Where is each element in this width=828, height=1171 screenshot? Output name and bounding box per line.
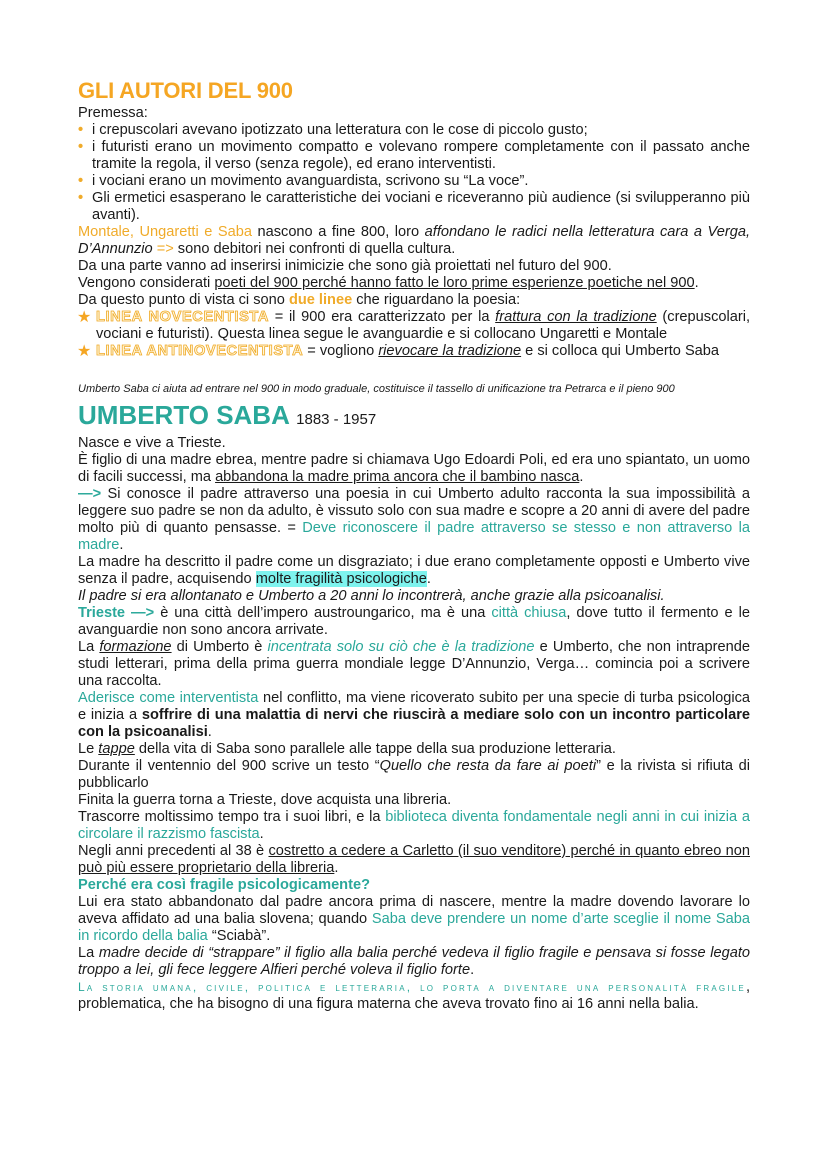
para-interventista: Aderisce come interventista nel conflitto, ma viene ricoverato subito per una specie di turba psicologica e inizia a soffrire di una malattia di nervi che riuscirà a mediare solo con un incontro particolare con la psicoanalisi.	[78, 690, 751, 740]
saba-years: 1883 - 1957	[296, 411, 377, 428]
para-personalita: La storia umana, civile, politica e letteraria, lo porta a diventare una personalità fragile, problematica, che ha bisogno di una figura materna che aveva trovato fino ai 16 anni nella balia.	[78, 979, 750, 1012]
para-carletto: Negli anni precedenti al 38 è costretto a cedere a Carletto (il suo venditore) perché in quanto ebreo non può più essere proprietario della libreria.	[78, 843, 750, 876]
para-ventennio: Durante il ventennio del 900 scrive un testo “Quello che resta da fare ai poeti” e la rivista si rifiuta di pubblicarlo	[78, 758, 751, 791]
para-trieste-nascita: Nasce e vive a Trieste.	[78, 435, 226, 451]
star-icon: ★	[77, 309, 92, 326]
premessa-bullets	[78, 122, 750, 224]
para-alfieri: La madre decide di “strappare” il figlio alla balia perché vedeva il figlio fragile e pensava si fosse legato troppo a lei, gli fece leggere Alfieri perché voleva il figlio forte.	[78, 945, 751, 978]
para-famiglia: È figlio di una madre ebrea, mentre padre si chiamava Ugo Edoardi Poli, ed era uno spiantato, un uomo di facili successi, ma abbandona la madre prima ancora che il bambino nasca.	[78, 452, 750, 485]
bullet-item: • Gli ermetici esasperano le caratteristiche dei vociani e riceveranno più audience (si svilupperanno più avanti).	[78, 190, 750, 223]
para-tappe: Le tappe della vita di Saba sono parallele alle tappe della sua produzione letteraria.	[78, 741, 616, 757]
para-trieste-citta: Trieste —> è una città dell’impero austroungarico, ma è una città chiusa, dove tutto il fermento e le avanguardie non sono ancora arrivate.	[78, 605, 751, 638]
authors-paragraph: Montale, Ungaretti e Saba nascono a fine 800, loro affondano le radici nella letteratura cara a Verga, D’Annunzio => sono debitori nei confronti di quella cultura.	[78, 224, 750, 257]
para-padre-poesia: —> Si conosce il padre attraverso una poesia in cui Umberto adulto racconta la sua impossibilità a leggere suo padre se non da adulto, è vissuto solo con sua madre e scopre a 20 anni di avere del padre molto più di quanto pensasse. = Deve riconoscere il padre attraverso se stesso e non attraverso la madre.	[78, 486, 750, 553]
bullet-item: • i crepuscolari avevano ipotizzato una letteratura con le cose di piccolo gusto;	[78, 122, 588, 138]
inimicizie-line: Da una parte vanno ad inserirsi inimicizie che sono già proiettati nel futuro del 900.	[78, 258, 612, 274]
due-linee-line: Da questo punto di vista ci sono due linee che riguardano la poesia:	[78, 292, 521, 308]
bullet-item: • i futuristi erano un movimento compatto e volevano rompere completamente con il passato anche tramite la regola, il verso (senza regole), ed erano interventisti.	[78, 139, 750, 172]
considerati-line: Vengono considerati poeti del 900 perché hanno fatto le loro prime esperienze poetiche nel 900.	[78, 275, 699, 291]
para-biblioteca: Trascorre moltissimo tempo tra i suoi libri, e la biblioteca diventa fondamentale negli anni in cui inizia a circolare il razzismo fascista.	[78, 809, 750, 842]
bullet-icon: •	[78, 122, 84, 138]
para-formazione: La formazione di Umberto è incentrata solo su ciò che è la tradizione e Umberto, che non intraprende studi letterari, prima della prima guerra mondiale legge D’Annunzio, Verga… comincia poi a scrivere una raccolta.	[78, 639, 750, 689]
para-psicoanalisi: Il padre si era allontanato e Umberto a 20 anni lo incontrerà, anche grazie alla psicoanalisi.	[78, 588, 665, 604]
para-libreria: Finita la guerra torna a Trieste, dove acquista una libreria.	[78, 792, 452, 808]
bullet-icon: •	[78, 190, 84, 206]
linea-novecentista: ★ LINEA NOVECENTISTA = il 900 era caratterizzato per la frattura con la tradizione (crepuscolari, vociani e futuristi). Questa linea segue le avanguardie e si collocano Ungaretti e Montale	[77, 309, 751, 342]
para-madre: La madre ha descritto il padre come un disgraziato; i due erano completamente opposti e Umberto vive senza il padre, acquisendo molte fragilità psicologiche.	[78, 554, 750, 587]
bullet-icon: •	[78, 139, 84, 155]
linea-antinovecentista: ★ LINEA ANTINOVECENTISTA = vogliono rievocare la tradizione e si colloca qui Umberto Saba	[77, 343, 720, 360]
saba-note: Umberto Saba ci aiuta ad entrare nel 900 in modo graduale, costituisce il tassello di unificazione tra Petrarca e il pieno 900	[78, 383, 675, 395]
section-title-autori: GLI AUTORI DEL 900	[78, 78, 293, 103]
bullet-item: • i vociani erano un movimento avanguardista, scrivono su “La voce”.	[78, 173, 529, 189]
question-heading: Perché era così fragile psicologicamente?	[78, 877, 370, 893]
section-title-saba: UMBERTO SABA 1883 - 1957	[78, 400, 377, 430]
premessa-label: Premessa:	[78, 105, 148, 121]
star-icon: ★	[77, 343, 92, 360]
bullet-icon: •	[78, 173, 84, 189]
para-balia: Lui era stato abbandonato dal padre ancora prima di nascere, mentre la madre dovendo lavorare lo aveva affidato ad una balia slovena; quando Saba deve prendere un nome d’arte sceglie il nome Saba in ricordo della balia “Sciabà”.	[78, 894, 750, 944]
